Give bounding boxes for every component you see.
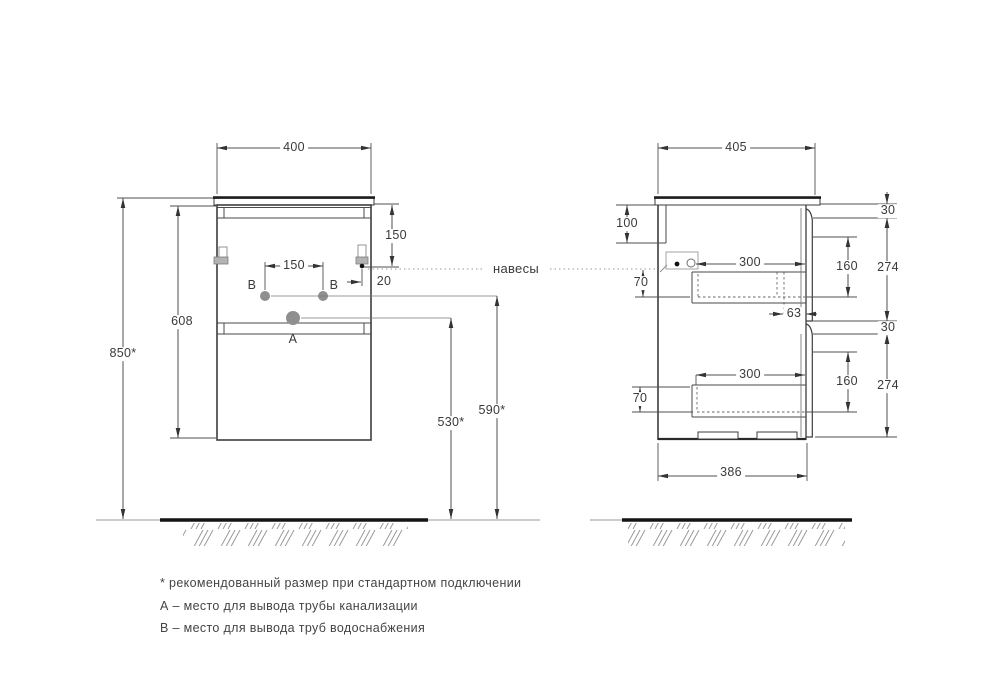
footnote-recommended-size: * рекомендованный размер при стандартном подключении [160, 576, 522, 590]
dim-top-gap: 30 [878, 204, 899, 218]
dim-front-top-width: 400 [280, 141, 308, 155]
label-water-hole-left: B [247, 278, 257, 293]
dim-drawer2-depth: 300 [736, 368, 764, 382]
water-hole-left [260, 291, 270, 301]
dim-cabinet-height: 608 [168, 315, 196, 329]
dim-side-bottom-width: 386 [717, 466, 745, 480]
dim-drain-height: 530* [435, 416, 468, 430]
dim-drawer2-front-height: 274 [874, 379, 902, 393]
dim-water-height: 590* [476, 404, 509, 418]
dim-hanger-top-offset: 150 [382, 229, 410, 243]
dim-water-holes-spacing: 150 [280, 259, 308, 273]
label-drain-hole: A [288, 332, 298, 347]
dim-bottom-gap: 30 [878, 321, 899, 335]
dim-drawer2-offset: 70 [630, 392, 651, 406]
dim-mounting-rail-height: 100 [613, 217, 641, 231]
drain-hole [286, 311, 300, 325]
dim-hanger-side-offset: 20 [374, 275, 395, 289]
hanger-bracket-right-icon [356, 245, 368, 268]
footnote-water-outlet: В – место для вывода труб водоснабжения [160, 621, 426, 635]
dim-slide-offset: 63 [784, 307, 805, 321]
dim-mounting-height: 850* [107, 347, 140, 361]
label-hangers: навесы [492, 260, 540, 276]
side-view-drawing [616, 143, 897, 481]
dim-drawer1-offset: 70 [631, 276, 652, 290]
hanger-bracket-side-icon [660, 252, 698, 272]
floor-line-left [96, 520, 540, 546]
floor-line-right [590, 520, 852, 546]
dim-drawer1-inner-height: 160 [833, 260, 861, 274]
footnote-drain-outlet: А – место для вывода трубы канализации [160, 599, 418, 613]
front-view-drawing [117, 143, 497, 519]
dim-side-top-width: 405 [722, 141, 750, 155]
dim-drawer2-inner-height: 160 [833, 375, 861, 389]
label-water-hole-right: B [329, 278, 339, 293]
dim-drawer1-depth: 300 [736, 256, 764, 270]
hanger-bracket-left-icon [214, 247, 228, 264]
dim-drawer1-front-height: 274 [874, 261, 902, 275]
